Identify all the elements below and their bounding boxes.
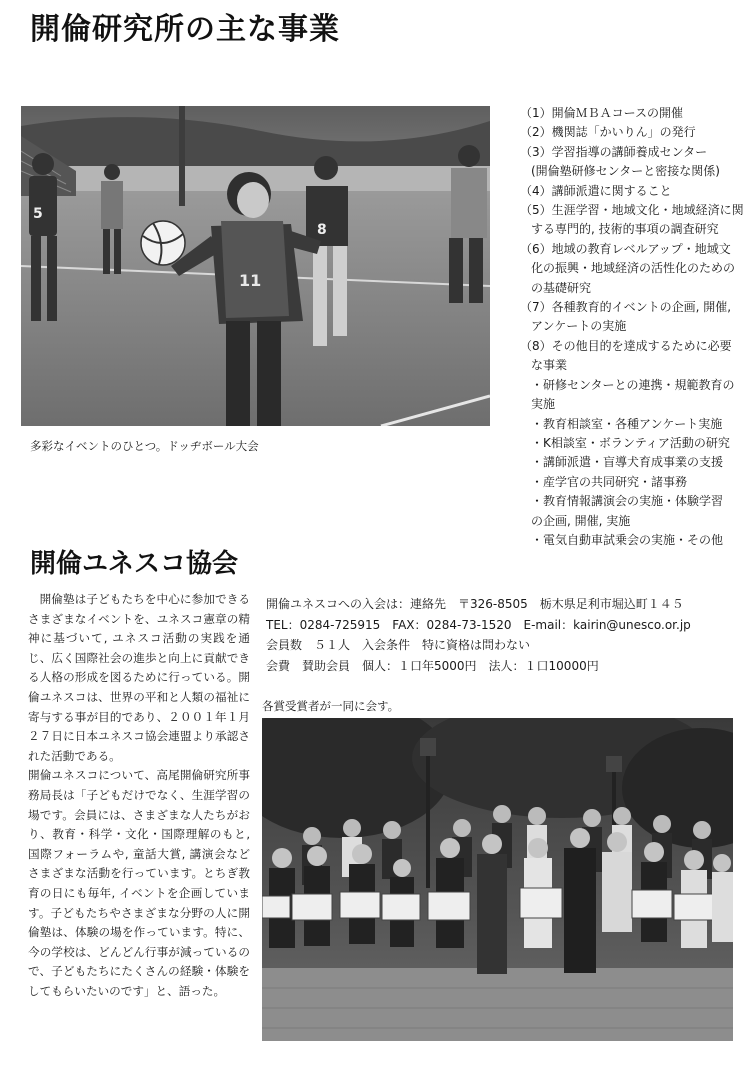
activity-line: ・講師派遣・盲導犬育成事業の支援 bbox=[531, 455, 724, 470]
activity-line: （6）地域の教育レベルアップ・地域文 bbox=[520, 241, 731, 256]
svg-text:8: 8 bbox=[317, 222, 327, 238]
activity-line: 化の振興・地域経済の活性化のための bbox=[531, 261, 736, 276]
activity-line: （4）講師派遣に関すること bbox=[520, 183, 672, 198]
info-fee-line: 会費 賛助会員 個人：１口年5000円 法人：１口10000円 bbox=[266, 658, 599, 673]
award-winners-photo-drawing bbox=[262, 718, 733, 1041]
activity-line: ・電気自動車試乗会の実施・その他 bbox=[531, 532, 724, 547]
photo2-caption: 各賞受賞者が一同に会す。 bbox=[262, 699, 400, 713]
dodgeball-photo-drawing bbox=[21, 106, 490, 426]
activity-line: （1）開倫ＭＢＡコースの開催 bbox=[520, 106, 684, 120]
activity-line: の基礎研究 bbox=[531, 280, 592, 295]
photo1-caption: 多彩なイベントのひとつ。ドッヂボール大会 bbox=[30, 439, 259, 453]
activity-line: （5）生涯学習・地域文化・地域経済に関 bbox=[520, 203, 744, 218]
dodgeball-photo bbox=[21, 106, 490, 426]
activity-line: ・研修センターとの連携・規範教育の bbox=[531, 377, 735, 392]
activity-line: の企画, 開催, 実施 bbox=[531, 513, 631, 528]
activity-line: ・教育情報講演会の実施・体験学習 bbox=[531, 494, 724, 509]
svg-text:5: 5 bbox=[33, 206, 43, 222]
activity-line: （2）機関誌「かいりん」の発行 bbox=[520, 125, 696, 140]
activity-line: (開倫塾研修センターと密接な関係) bbox=[531, 164, 720, 179]
body-paragraph: 開倫塾は子どもたちを中心に参加できるさまざまなイベントを、ユネスコ憲章の精神に基づいて, ユネスコ活動の実践を通じ、広く国際社会の進歩と向上に貢献できる人格の形成を図るために行っている。開倫ユネスコは、世界の平和と人類の福祉に寄与する事が目的であり、２００１年１月２７日に日本ユネスコ協会連盟より承認された活動である。 bbox=[28, 592, 250, 763]
activity-line: ・K相談室・ボランティア活動の研究 bbox=[531, 435, 730, 450]
award-winners-photo bbox=[262, 718, 733, 1041]
activity-line: 実施 bbox=[531, 397, 556, 412]
page-title: 開倫研究所の主な事業 bbox=[30, 12, 340, 47]
activity-line: する専門的, 技術的事項の調査研究 bbox=[531, 222, 719, 237]
body-paragraph: 開倫ユネスコについて、高尾開倫研究所事務局長は「子どもだけでなく、生涯学習の場です。会員には、さまざまな人たちがおり、教育・科学・文化・国際理解のもと, 国際フォーラムや, 童話大賞, 講演会などさまざまな活動を行っています。とちぎ教育の日にも毎年, イベントを企画しています。子どもたちやさまざまな分野の人に開倫塾は、体験の場を作っています。特に、今の学校は、どんどん行事が減っているので、子どもたちにたくさんの経験・体験をしてもらいたいのです」と、語った。 bbox=[28, 768, 250, 998]
activity-line: （3）学習指導の講師養成センター bbox=[520, 144, 708, 159]
info-members-line: 会員数 ５１人 入会条件 特に資格は問わない bbox=[266, 638, 531, 652]
info-contact-line: 開倫ユネスコへの入会は：連絡先 〒326-8505 栃木県足利市堀込町１４５ bbox=[266, 597, 684, 611]
activity-line: アンケートの実施 bbox=[531, 319, 627, 334]
article-body bbox=[28, 590, 250, 1001]
bib-number: 11 bbox=[239, 271, 262, 290]
info-phone-line: TEL：0284-725915 FAX：0284-73-1520 E-mail：kairin@unesco.or.jp bbox=[266, 617, 691, 632]
activity-line: （8）その他目的を達成するために必要 bbox=[520, 338, 732, 353]
section-title: 開倫ユネスコ協会 bbox=[30, 549, 239, 579]
activity-line: な事業 bbox=[531, 358, 568, 373]
membership-info bbox=[266, 594, 691, 676]
activity-line: ・産学官の共同研究・諸事務 bbox=[531, 474, 688, 489]
activities-list bbox=[520, 104, 748, 550]
activity-line: （7）各種教育的イベントの企画, 開催, bbox=[520, 300, 732, 315]
activity-line: ・教育相談室・各種アンケート実施 bbox=[531, 416, 723, 431]
